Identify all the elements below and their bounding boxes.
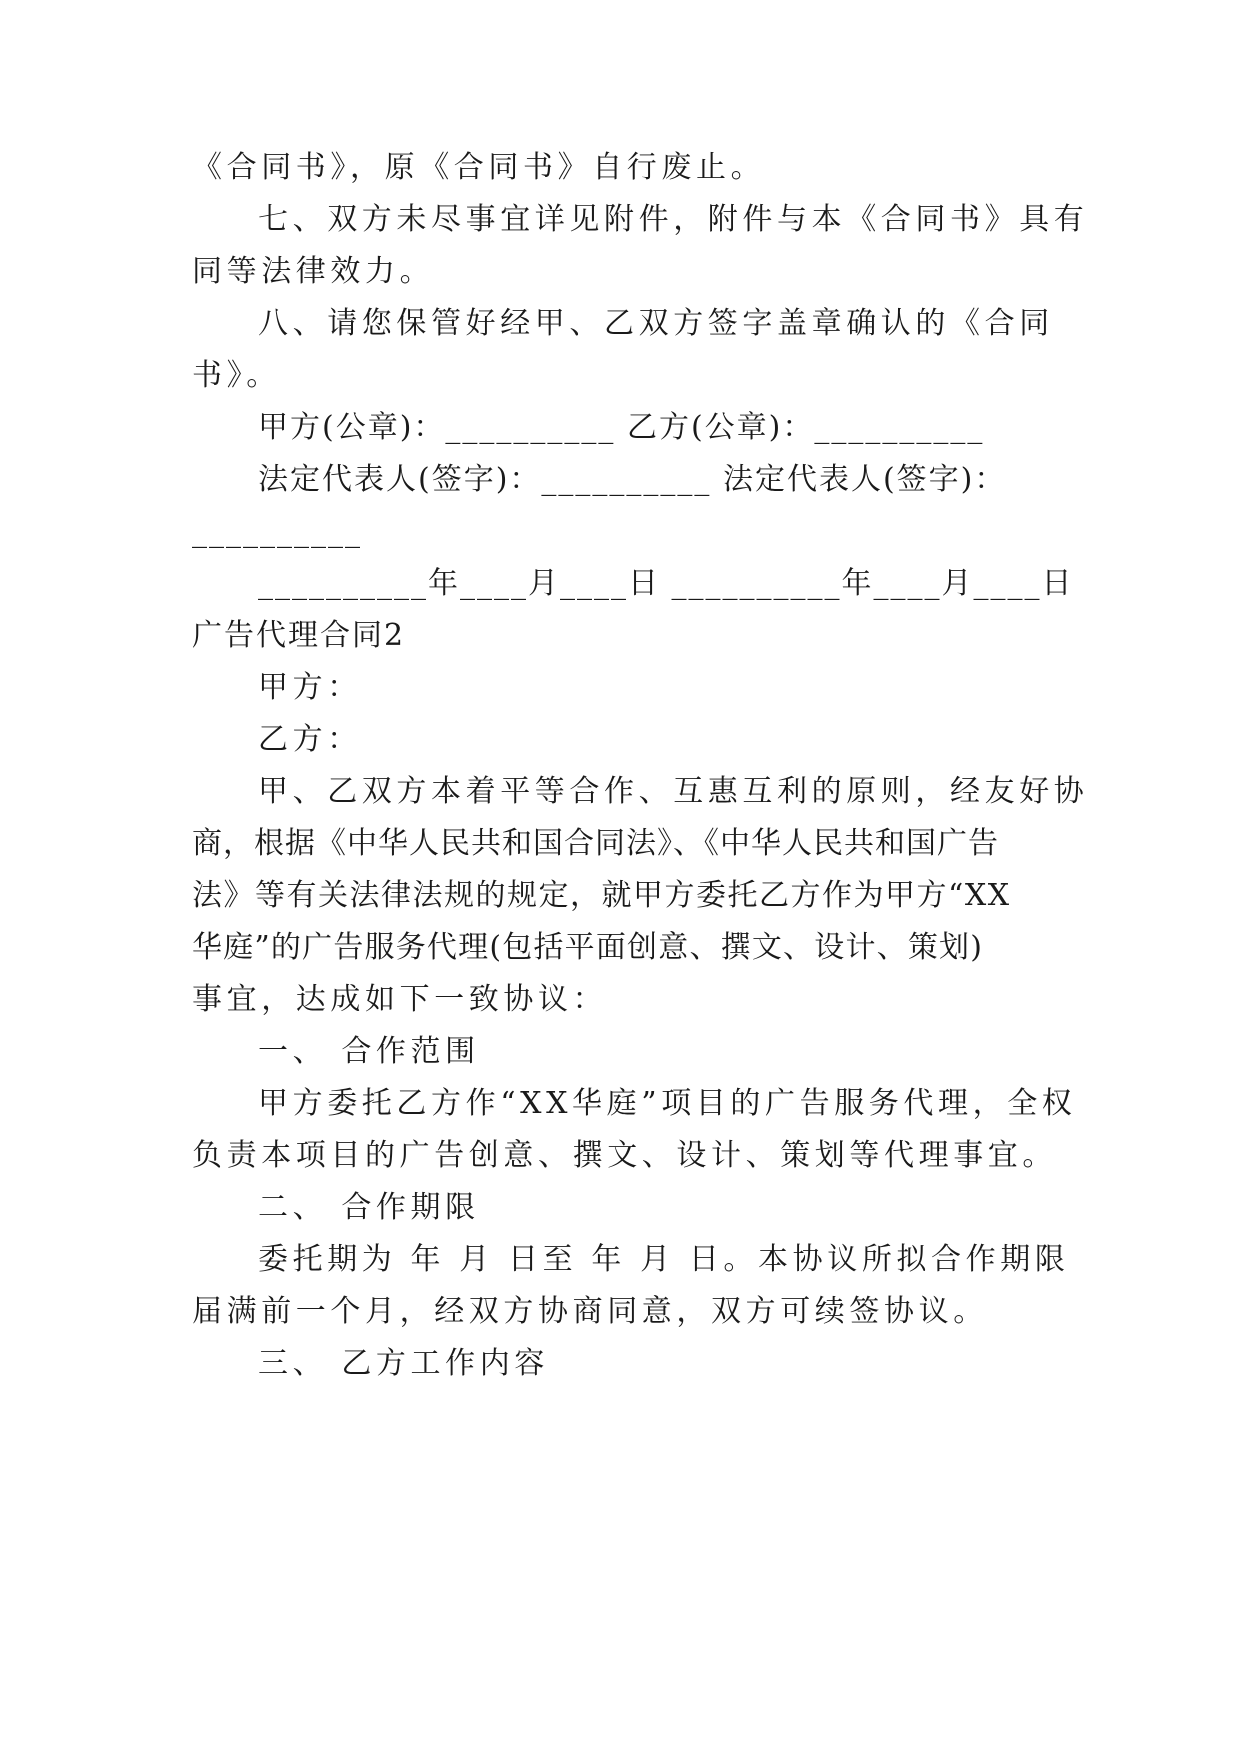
text-line: 甲方委托乙方作“XX华庭”项目的广告服务代理，全权 (258, 1086, 1077, 1121)
clause-heading: 二、 合作期限 (258, 1190, 480, 1225)
section-title: 广告代理合同2 (192, 618, 406, 653)
text-line: 届满前一个月，经双方协商同意，双方可续签协议。 (192, 1294, 988, 1329)
text-line: 负责本项目的广告创意、撰文、设计、策划等代理事宜。 (192, 1138, 1057, 1173)
text-line: 华庭”的广告服务代理(包括平面创意、撰文、设计、策划) (192, 930, 984, 965)
text-line: 甲、乙双方本着平等合作、互惠互利的原则，经友好协 (258, 774, 1089, 809)
signature-line-representative: 法定代表人(签字)：__________ 法定代表人(签字)： (258, 462, 1007, 497)
text-line: 同等法律效力。 (192, 254, 435, 289)
text-line: 委托期为 年 月 日至 年 月 日。本协议所拟合作期限 (258, 1242, 1070, 1277)
text-line: 七、双方未尽事宜详见附件，附件与本《合同书》具有 (258, 202, 1089, 237)
text-line: 事宜，达成如下一致协议： (192, 982, 608, 1017)
signature-line-seal: 甲方(公章)：__________ 乙方(公章)：__________ (258, 410, 985, 445)
clause-heading: 三、 乙方工作内容 (258, 1346, 549, 1381)
text-line: 法》等有关法律法规的规定，就甲方委托乙方作为甲方“XX (192, 878, 1011, 913)
text-line: 八、请您保管好经甲、乙双方签字盖章确认的《合同 (258, 306, 1054, 341)
clause-heading: 一、 合作范围 (258, 1034, 480, 1069)
signature-blank: __________ (192, 514, 362, 549)
party-b-label: 乙方： (258, 722, 362, 757)
text-line: 《合同书》，原《合同书》自行废止。 (192, 150, 766, 185)
date-line: __________年____月____日 __________年____月____日 (258, 566, 1074, 601)
party-a-label: 甲方： (258, 670, 362, 705)
text-line: 书》。 (192, 358, 281, 393)
text-line: 商，根据《中华人民共和国合同法》、《中华人民共和国广告 (192, 826, 999, 861)
